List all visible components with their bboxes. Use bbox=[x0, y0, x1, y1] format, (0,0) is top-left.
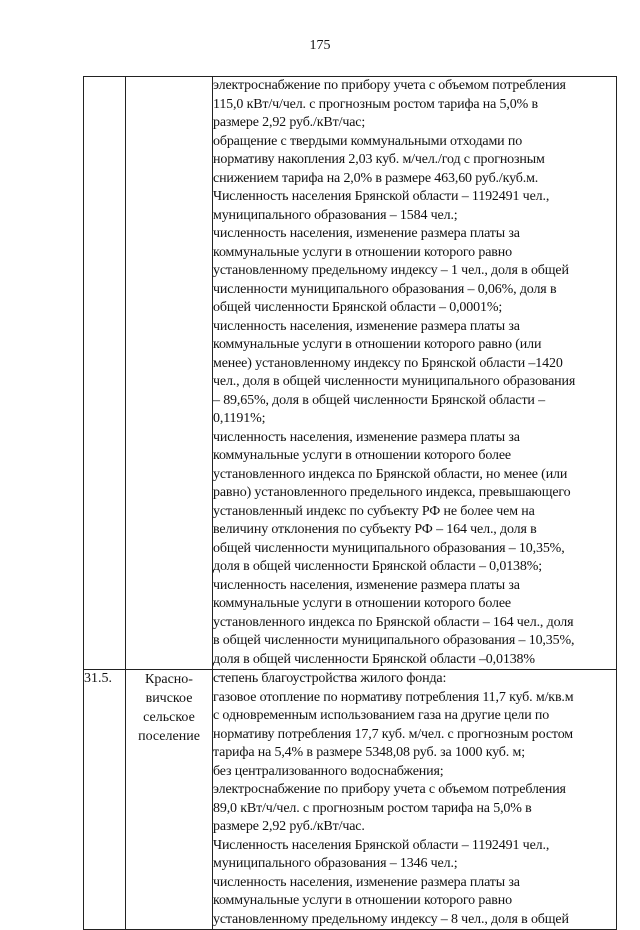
name-line: сельское bbox=[143, 710, 195, 725]
text-line: численность населения, изменение размера платы за bbox=[213, 429, 520, 445]
text-line: снижением тарифа на 2,0% в размере 463,60 руб./куб.м. bbox=[213, 170, 539, 186]
text-line: обращение с твердыми коммунальными отходами по bbox=[213, 133, 523, 149]
text-line: 115,0 кВт/ч/чел. с прогнозным ростом тарифа на 5,0% в bbox=[213, 96, 538, 112]
text-line: доля в общей численности Брянской области – 0,0138%; bbox=[213, 559, 543, 574]
text-line: муниципального образования – 1346 чел.; bbox=[213, 856, 458, 871]
row-number-cell bbox=[84, 77, 126, 670]
text-line: численность населения, изменение размера платы за bbox=[213, 226, 520, 241]
municipality-name-cell bbox=[126, 77, 213, 670]
row-number-cell: 31.5. bbox=[84, 670, 126, 930]
text-line: величину отклонения по субъекту РФ – 164 чел., доля в bbox=[213, 522, 537, 537]
text-line: численность населения, изменение размера платы за bbox=[213, 318, 520, 334]
text-line: 0,1191%; bbox=[213, 411, 266, 426]
text-line: установленный индекс по субъекту РФ не более чем на bbox=[213, 503, 535, 519]
text-line: общей численности муниципального образования – 10,35%, bbox=[213, 540, 565, 556]
text-line: газовое отопление по нормативу потребления 11,7 куб. м/кв.м bbox=[213, 689, 574, 705]
text-line: Численность населения Брянской области – 1192491 чел., bbox=[213, 189, 550, 204]
text-line: коммунальные услуги в отношении которого равно bbox=[213, 893, 512, 908]
text-line: в общей численности муниципального образования – 10,35%, bbox=[213, 633, 575, 648]
text-line: установленного индекса по Брянской области – 164 чел., доля bbox=[213, 614, 574, 630]
text-line: численность населения, изменение размера платы за bbox=[213, 874, 520, 890]
text-line: коммунальные услуги в отношении которого более bbox=[213, 448, 511, 463]
name-line: вичское bbox=[145, 691, 193, 706]
text-line: размере 2,92 руб./кВт/час. bbox=[213, 819, 365, 834]
municipality-name-cell bbox=[126, 670, 213, 930]
text-line: численность населения, изменение размера платы за bbox=[213, 577, 520, 593]
text-line: – 89,65%, доля в общей численности Брянской области – bbox=[213, 392, 545, 408]
text-line: электроснабжение по прибору учета с объемом потребления bbox=[213, 78, 566, 93]
text-line: нормативу потребления 17,7 куб. м/чел. с прогнозным ростом bbox=[213, 726, 573, 742]
text-line: тарифа на 5,4% в размере 5348,08 руб. за 1000 куб. м; bbox=[213, 745, 525, 760]
text-line: коммунальные услуги в отношении которого равно (или bbox=[213, 337, 542, 352]
description-cell bbox=[213, 77, 617, 670]
text-line: степень благоустройства жилого фонда: bbox=[213, 671, 447, 686]
data-table bbox=[83, 76, 617, 930]
text-line: электроснабжение по прибору учета с объемом потребления bbox=[213, 782, 566, 797]
name-line: Красно- bbox=[145, 672, 193, 687]
text-line: без централизованного водоснабжения; bbox=[213, 763, 444, 779]
text-line: установленному предельному индексу – 1 чел., доля в общей bbox=[213, 263, 569, 278]
text-line: муниципального образования – 1584 чел.; bbox=[213, 207, 458, 223]
text-line: равно) установленного предельного индекса, превышающего bbox=[213, 485, 571, 500]
table-row bbox=[84, 77, 617, 670]
text-line: нормативу накопления 2,03 куб. м/чел./год с прогнозным bbox=[213, 152, 545, 167]
description-cell bbox=[213, 670, 617, 930]
text-line: 89,0 кВт/ч/чел. с прогнозным ростом тарифа на 5,0% в bbox=[213, 800, 532, 816]
text-line: коммунальные услуги в отношении которого более bbox=[213, 596, 511, 611]
text-line: чел., доля в общей численности муниципального образования bbox=[213, 374, 576, 389]
table-row bbox=[84, 670, 617, 930]
text-line: коммунальные услуги в отношении которого равно bbox=[213, 244, 512, 260]
text-line: Численность населения Брянской области – 1192491 чел., bbox=[213, 837, 550, 853]
text-line: численности муниципального образования – 0,06%, доля в bbox=[213, 281, 557, 297]
text-line: с одновременным использованием газа на другие цели по bbox=[213, 708, 550, 723]
text-line: общей численности Брянской области – 0,0001%; bbox=[213, 300, 503, 315]
text-line: доля в общей численности Брянской области –0,0138% bbox=[213, 651, 535, 667]
text-line: менее) установленному индексу по Брянской области –1420 bbox=[213, 355, 563, 371]
text-line: размере 2,92 руб./кВт/час; bbox=[213, 115, 366, 130]
text-line: установленного индекса по Брянской области, но менее (или bbox=[213, 466, 568, 482]
name-line: поселение bbox=[138, 729, 200, 744]
page-number: 175 bbox=[309, 38, 331, 53]
text-line: установленному предельному индексу – 8 чел., доля в общей bbox=[213, 911, 569, 927]
